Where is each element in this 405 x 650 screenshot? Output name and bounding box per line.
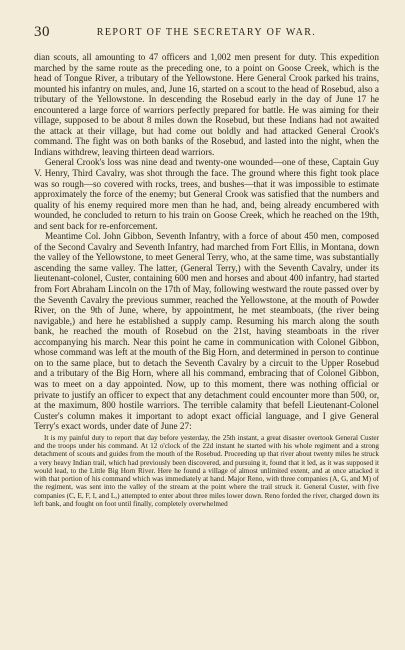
body-text: [34, 52, 379, 432]
quote-text: It is my painful duty to report that day before yesterday, the 25th instant, a great disaster overtook General Custer and the troops under his command. At 12 o'clock of the 22d instant he started with his whole regiment and a strong detachment of scouts and guides from the mouth of the Rosebud. Proceeding up that river about twenty miles he struck a very heavy Indian trail, which had previously been discovered, and pursuing it, found that it led, as it was supposed it would lead, to the Little Big Horn River. Here he found a village of almost unlimited extent, and at once attacked it with that portion of his command which was immediately at hand. Major Reno, with three companies (A, G, and M) of the regiment, was sent into the valley of the stream at the point where the trail struck it. General Custer, with five companies (C, E, F, I, and L,) attempted to enter about three miles lower down. Reno forded the river, charged down its left bank, and fought on foot until finally, completely overwhelmed: [34, 433, 379, 509]
paragraph: General Crook's loss was nine dead and twenty-one wounded—one of these, Captain Guy V. Henry, Third Cavalry, was shot through the face. The ground where this fight took place was so rough—so covered with rocks, trees, and bushes—that it was impossible to estimate approximately the force of the enemy; but General Crook was satisfied that the numbers and quality of his enemy required more men than he had, and, being already encumbered with wounded, he concluded to return to his train on Goose Creek, which he reached on the 19th, and sent back for re-enforcement.: [34, 157, 379, 231]
paragraph: dian scouts, all amounting to 47 officers and 1,002 men present for duty. This expedition marched by the same route as the preceding one, to a point on Goose Creek, which is the head of Tongue River, a tributary of the Yellowstone. Here General Crook parked his trains, mounted his infantry on mules, and, June 16, started on a scout to the head of Rosebud, also a tributary of the Yellowstone. In descending the Rosebud early in the day of June 17 he encountered a large force of warriors perfectly prepared for battle. He was aiming for their village, supposed to be about 8 miles down the Rosebud, but these Indians had not awaited the attack at their village, but had come out boldly and had attacked General Crook's command. The fight was on both banks of the Rosebud, and lasted into the night, when the Indians withdrew, leaving thirteen dead warriors.: [34, 52, 379, 157]
header-title: REPORT OF THE SECRETARY OF WAR.: [96, 27, 317, 38]
page-number: 30: [34, 24, 50, 40]
quoted-report: [34, 434, 379, 509]
running-head: [34, 24, 379, 46]
paragraph: Meantime Col. John Gibbon, Seventh Infantry, with a force of about 450 men, composed of the Second Cavalry and Seventh Infantry, had marched from Fort Ellis, in Montana, down the valley of the Yellowstone, to meet General Terry, who, at the same time, was substantially ascending the same valley. The latter, (General Terry,) with the Seventh Cavalry, under its lieutenant-colonel, Custer, containing 600 men and horses and about 400 infantry, had started from Fort Abraham Lincoln on the 17th of May, following westward the route passed over by the Seventh Cavalry the previous summer, reached the Yellowstone, at the mouth of Powder River, on the 9th of June, where, by appointment, he met steamboats, (the river being navigable,) and here he established a supply camp. Resuming his march along the south bank, he reached the mouth of Rosebud on the 21st, having steamboats in the river accompanying his march. Near this point he came in communication with Colonel Gibbon, whose command was left at the mouth of the Big Horn, and determined in person to continue on to the same place, but to detach the Seventh Cavalry by a circuit to the Upper Rosebud and a tributary of the Big Horn, where all his command, embracing that of Colonel Gibbon, was to meet on a day appointed. Now, up to this moment, there was nothing official or private to justify an officer to expect that any detachment could encounter more than 500, or, at the maximum, 800 hostile warriors. The terrible calamity that befell Lieutenant-Colonel Custer's column makes it important to adopt exact official language, and I give General Terry's exact words, under date of June 27:: [34, 231, 379, 432]
